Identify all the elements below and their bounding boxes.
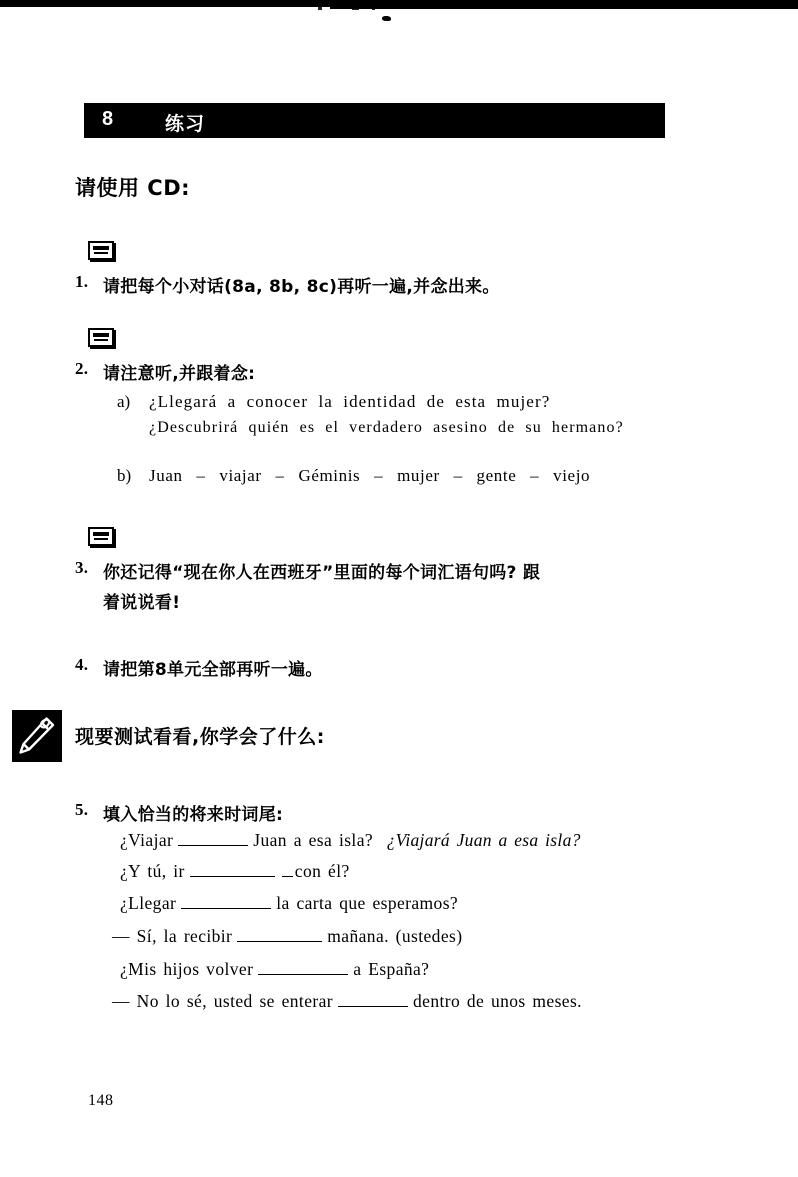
- exercise-item-3: [75, 558, 735, 583]
- exercise-item-3-line2: [103, 588, 763, 613]
- cassette-tape-icon: [88, 527, 114, 546]
- answer-blank[interactable]: [258, 974, 348, 975]
- unit-number: 8: [102, 108, 114, 130]
- answer-blank[interactable]: [178, 845, 248, 846]
- exercise-blank-line: [112, 926, 462, 947]
- scan-noise: [430, 7, 435, 9]
- item-text: 请注意听,并跟着念:: [103, 364, 256, 384]
- answer-blank-extra[interactable]: [282, 876, 293, 877]
- exercise-suffix: dentro de unos meses.: [413, 991, 582, 1011]
- item-text: 请把每个小对话(8a, 8b, 8c)再听一遍,并念出来。: [103, 277, 500, 297]
- scan-noise: [600, 7, 603, 9]
- exercise-item-5: [75, 800, 715, 825]
- item-text-line1: 你还记得“现在你人在西班牙”里面的每个词汇语句吗? 跟: [103, 563, 541, 583]
- exercise-blank-line: [120, 893, 458, 914]
- scan-noise: [318, 7, 322, 10]
- sub-label-a: a): [117, 392, 131, 411]
- exercise-prefix: — No lo sé, usted se enterar: [112, 991, 333, 1011]
- exercise-blank-line: [120, 861, 350, 882]
- exercise-suffix: Juan a esa isla?: [253, 830, 374, 850]
- item-text: 请把第8单元全部再听一遍。: [103, 660, 323, 680]
- spanish-line-a1: ¿Llegará a conocer la identidad de esta mujer?: [149, 392, 551, 411]
- scan-speck: [382, 16, 391, 21]
- cassette-tape-icon: [88, 241, 114, 260]
- exercise-suffix: la carta que esperamos?: [276, 893, 459, 913]
- exercise-prefix: ¿Y tú, ir: [120, 861, 185, 881]
- answer-blank[interactable]: [181, 908, 271, 909]
- exercise-item-2: [75, 359, 715, 384]
- model-answer: ¿Viajará Juan a esa isla?: [386, 830, 581, 850]
- exercise-suffix: con él?: [294, 861, 350, 881]
- exercise-suffix: a España?: [353, 959, 430, 979]
- exercise-item-1: [75, 272, 715, 297]
- exercise-prefix: ¿Mis hijos volver: [120, 959, 254, 979]
- page-number: 148: [88, 1092, 114, 1109]
- scan-noise: [404, 7, 414, 9]
- pencil-icon-block: [12, 710, 62, 762]
- exercise-blank-line: [112, 991, 582, 1012]
- answer-blank[interactable]: [237, 941, 322, 942]
- test-section-heading: 现要测试看看,你学会了什么:: [75, 726, 325, 748]
- exercise-prefix: ¿Viajar: [120, 830, 174, 850]
- exercise-prefix: ¿Llegar: [120, 893, 177, 913]
- item-number: 3.: [75, 558, 89, 577]
- item-number: 1.: [75, 272, 89, 291]
- unit-title: 练习: [165, 113, 206, 135]
- pencil-icon: [16, 714, 58, 758]
- cassette-tape-icon: [88, 328, 114, 347]
- scan-noise: [372, 7, 375, 10]
- exercise-blank-line: [120, 830, 581, 851]
- unit-header-bar: [84, 103, 665, 138]
- item-text: 填入恰当的将来时词尾:: [103, 805, 284, 825]
- spanish-line-a2: ¿Descubrirá quién es el verdadero asesino de su hermano?: [149, 419, 624, 436]
- exercise-blank-line: [120, 959, 429, 980]
- scan-noise: [352, 7, 359, 10]
- item-number: 2.: [75, 359, 89, 378]
- answer-blank[interactable]: [190, 876, 275, 877]
- sub-label-b: b): [117, 466, 132, 485]
- exercise-prefix: — Sí, la recibir: [112, 926, 233, 946]
- spanish-line-b1: Juan – viajar – Géminis – mujer – gente – viejo: [149, 466, 591, 485]
- item-number: 4.: [75, 655, 89, 674]
- item-text-line2: 着说说看!: [103, 593, 181, 613]
- item-number: 5.: [75, 800, 89, 819]
- scan-edge-bar-right: [330, 5, 798, 9]
- exercise-item-4: [75, 655, 715, 680]
- cd-section-heading: 请使用 CD:: [75, 176, 191, 200]
- answer-blank[interactable]: [338, 1006, 408, 1007]
- exercise-suffix: mañana. (ustedes): [327, 926, 463, 946]
